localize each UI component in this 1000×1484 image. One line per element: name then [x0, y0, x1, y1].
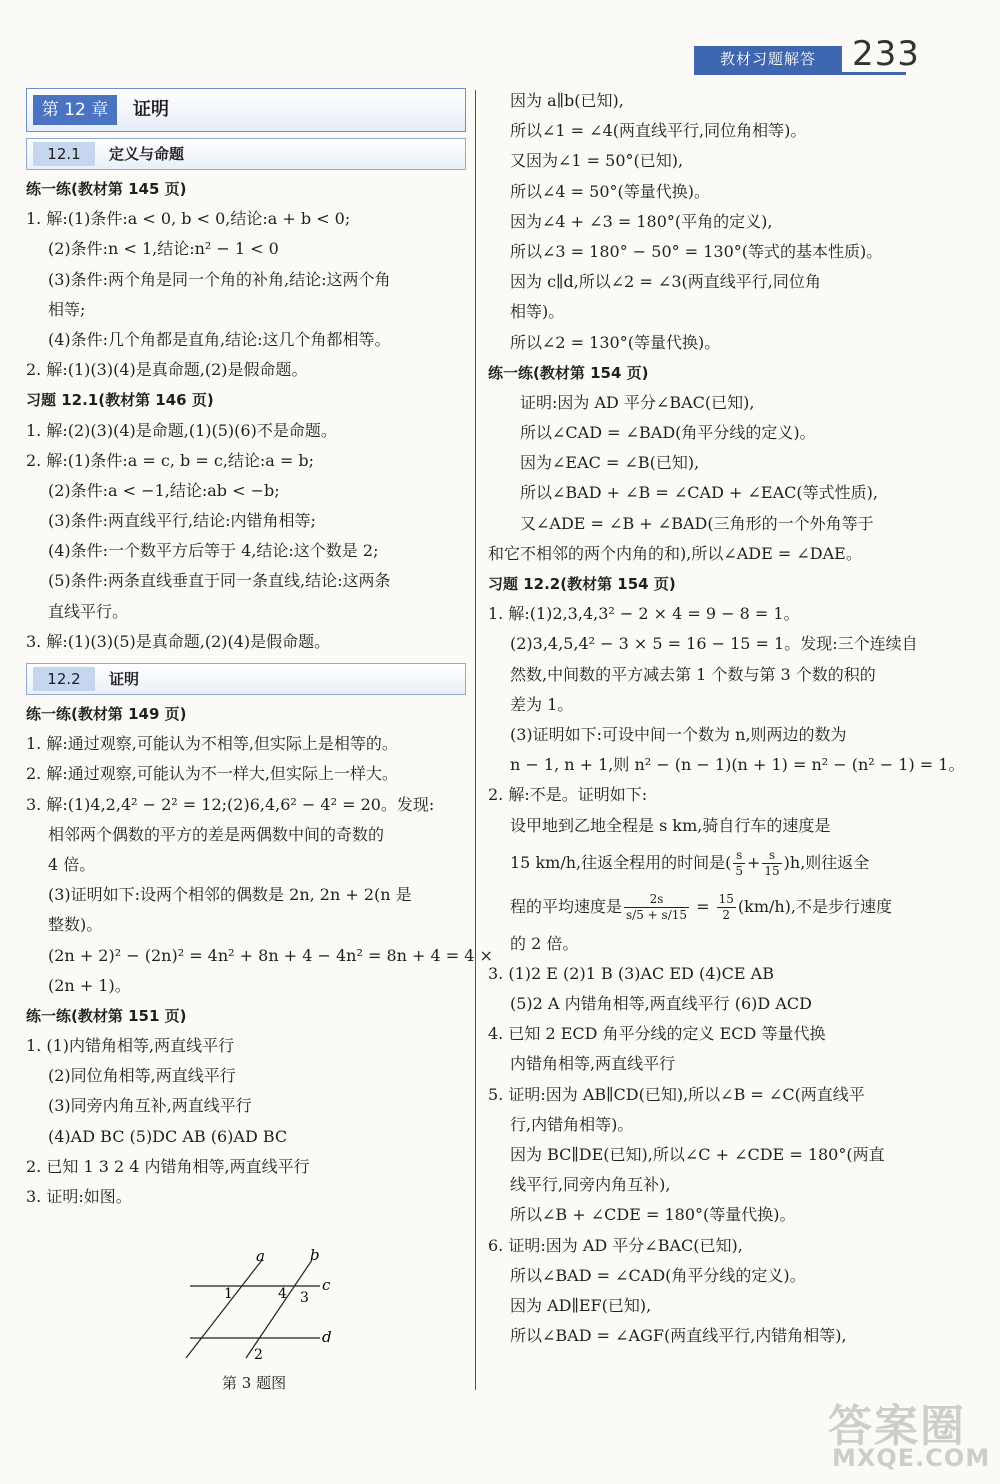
exercise-heading: 练一练(教材第 145 页): [26, 180, 187, 198]
answer-line: (4)条件:一个数平方后等于 4,结论:这个数是 2;: [48, 541, 379, 561]
section-title: 证明: [109, 670, 140, 688]
answer-line: (3)证明如下:可设中间一个数为 n,则两边的数为: [510, 724, 847, 744]
answer-line: 3. 解:(1)(3)(5)是真命题,(2)(4)是假命题。: [26, 631, 331, 651]
frac-den: s/5 + s/15: [626, 907, 688, 922]
answer-line: 证明:因为 AD 平分∠BAC(已知),: [520, 392, 755, 412]
answer-line: 相等;: [48, 299, 86, 319]
answer-line: 内错角相等,两直线平行: [510, 1054, 676, 1074]
right-column: [488, 86, 965, 1351]
answer-line: (2)条件:a < −1,结论:ab < −b;: [48, 480, 280, 500]
answer-line: 所以∠3 = 180° − 50° = 130°(等式的基本性质)。: [510, 241, 883, 261]
answer-line: 1. (1)内错角相等,两直线平行: [26, 1036, 235, 1056]
answer-line: 因为∠4 + ∠3 = 180°(平角的定义),: [510, 211, 773, 231]
answer-line: 所以∠BAD = ∠AGF(两直线平行,内错角相等),: [510, 1326, 847, 1346]
answer-line: 因为 BC∥DE(已知),所以∠C + ∠CDE = 180°(两直: [510, 1145, 885, 1164]
line-a: [186, 1260, 262, 1358]
answer-line: 2. 解:不是。证明如下:: [488, 785, 648, 805]
answer-line: 又∠ADE = ∠B + ∠BAD(三角形的一个外角等于: [520, 513, 874, 533]
label-2: 2: [254, 1347, 263, 1363]
header-tag: 教材习题解答: [694, 46, 842, 72]
fraction-s-5: [733, 848, 745, 879]
answer-line: (4)条件:几个角都是直角,结论:这几个角都相等。: [48, 329, 391, 349]
answer-line: 5. 证明:因为 AB∥CD(已知),所以∠B = ∠C(两直线平: [488, 1084, 865, 1104]
chapter-banner: [26, 88, 466, 132]
chapter-label: 第 12 章: [33, 95, 117, 125]
label-a: a: [256, 1247, 265, 1265]
answer-line: 3. (1)2 E (2)1 B (3)AC ED (4)CE AB: [488, 963, 774, 983]
answer-line: 2. 已知 1 3 2 4 内错角相等,两直线平行: [26, 1156, 310, 1176]
fraction-s-15: [762, 848, 781, 879]
answer-line: 2. 解:(1)条件:a = c, b = c,结论:a = b;: [26, 450, 315, 470]
answer-line: (4)AD BC (5)DC AB (6)AD BC: [48, 1126, 288, 1146]
answer-line: 线平行,同旁内角互补),: [510, 1175, 671, 1195]
average-speed-line: [488, 885, 918, 929]
watermark-logo: [812, 1390, 992, 1480]
answer-line: 差为 1。: [510, 694, 574, 714]
frac-num: 2s: [624, 892, 689, 908]
column-divider: [475, 90, 476, 1390]
answer-line: 4 倍。: [48, 854, 96, 874]
answer-line: 3. 证明:如图。: [26, 1187, 132, 1206]
answer-line: 然数,中间数的平方减去第 1 个数与第 3 个数的积的: [510, 664, 876, 684]
answer-line: 相等)。: [510, 302, 565, 322]
speed-line: [488, 841, 918, 885]
section-number: 12.2: [33, 667, 95, 691]
exercise-heading: 练一练(教材第 151 页): [26, 1006, 187, 1025]
answer-line: (2)同位角相等,两直线平行: [48, 1066, 236, 1086]
exercise-heading: 习题 12.2(教材第 154 页): [488, 575, 676, 593]
section-number: 12.1: [33, 142, 95, 166]
answer-line: 相邻两个偶数的平方的差是两偶数中间的奇数的: [48, 824, 385, 844]
left-content: [26, 138, 493, 1212]
answer-line: 设甲地到乙地全程是 s km,骑自行车的速度是: [510, 815, 831, 835]
answer-line: (5)条件:两条直线垂直于同一条直线,结论:这两条: [48, 571, 391, 591]
label-1: 1: [224, 1286, 233, 1302]
answer-line: (3)证明如下:设两个相邻的偶数是 2n, 2n + 2(n 是: [48, 885, 412, 905]
frac-num: s: [762, 848, 781, 864]
answer-line: 4. 已知 2 ECD 角平分线的定义 ECD 等量代换: [488, 1024, 826, 1044]
exercise-heading: 习题 12.1(教材第 146 页): [26, 391, 214, 410]
plus-sign: +: [746, 852, 761, 872]
answer-line: 2. 解:(1)(3)(4)是真命题,(2)是假命题。: [26, 360, 308, 380]
frac-den: 2: [722, 907, 731, 922]
answer-line: (2n + 2)² − (2n)² = 4n² + 8n + 4 − 4n² = 8n + 4 = 4 ×: [48, 945, 493, 965]
section-banner: [26, 138, 466, 170]
section-title: 定义与命题: [109, 145, 185, 163]
answer-line: 1. 解:(2)(3)(4)是命题,(1)(5)(6)不是命题。: [26, 420, 337, 440]
answer-line: 因为 c∥d,所以∠2 = ∠3(两直线平行,同位角: [510, 272, 821, 292]
avg-pre: 程的平均速度是: [510, 896, 623, 916]
left-column: [26, 86, 493, 1212]
label-b: b: [310, 1246, 320, 1264]
answer-line: (2)条件:n < 1,结论:n² − 1 < 0: [48, 239, 279, 259]
frac-den: 5: [735, 863, 743, 878]
answer-line: (3)条件:两个角是同一个角的补角,结论:这两个角: [48, 269, 391, 289]
answer-line: 所以∠4 = 50°(等量代换)。: [510, 181, 711, 201]
chapter-title: 证明: [133, 99, 169, 120]
answer-line: 整数)。: [48, 915, 103, 935]
fraction-result: [717, 892, 736, 923]
page-number: 233: [852, 34, 920, 74]
answer-line: 所以∠CAD = ∠BAD(角平分线的定义)。: [520, 423, 816, 443]
answer-line: 所以∠1 = ∠4(两直线平行,同位角相等)。: [510, 121, 807, 141]
answer-line: 1. 解:(1)条件:a < 0, b < 0,结论:a + b < 0;: [26, 209, 351, 229]
label-4: 4: [278, 1286, 287, 1302]
answer-line: 2. 解:通过观察,可能认为不一样大,但实际上一样大。: [26, 764, 398, 784]
answer-line: 又因为∠1 = 50°(已知),: [510, 151, 684, 171]
speed-post: )h,则往返全: [783, 852, 870, 872]
answer-line: 因为∠EAC = ∠B(已知),: [520, 453, 700, 473]
frac-num: 15: [718, 891, 734, 906]
answer-line: (2)3,4,5,4² − 3 × 5 = 16 − 15 = 1。发现:三个连续自: [510, 634, 918, 654]
speed-pre: 15 km/h,往返全程用的时间是(: [510, 852, 732, 872]
exercise-heading: 练一练(教材第 149 页): [26, 705, 187, 723]
figure-caption: 第 3 题图: [222, 1374, 287, 1392]
frac-num: s: [733, 848, 745, 864]
answer-line: (2n + 1)。: [48, 975, 131, 995]
answer-line: 所以∠BAD + ∠B = ∠CAD + ∠EAC(等式性质),: [520, 483, 878, 503]
answer-line: (5)2 A 内错角相等,两直线平行 (6)D ACD: [510, 994, 812, 1014]
answer-line: (3)同旁内角互补,两直线平行: [48, 1096, 252, 1116]
label-3: 3: [300, 1290, 309, 1306]
answer-line: 因为 a∥b(已知),: [510, 91, 624, 110]
answer-line: 所以∠B + ∠CDE = 180°(等量代换)。: [510, 1205, 796, 1225]
watermark-url: MXQE.COM: [832, 1444, 991, 1472]
answer-line: 行,内错角相等)。: [510, 1114, 634, 1134]
avg-post: (km/h),不是步行速度: [737, 896, 893, 916]
frac-den: 15: [764, 863, 780, 878]
answer-line: 的 2 倍。: [510, 933, 579, 953]
answer-line: n − 1, n + 1,则 n² − (n − 1)(n + 1) = n² − (n² − 1) = 1。: [510, 755, 965, 775]
exercise-heading: 练一练(教材第 154 页): [488, 363, 649, 382]
answer-line: 3. 解:(1)4,2,4² − 2² = 12;(2)6,4,6² − 4² = 20。发现:: [26, 794, 435, 814]
answer-line: 所以∠BAD = ∠CAD(角平分线的定义)。: [510, 1265, 806, 1285]
answer-line: (3)条件:两直线平行,结论:内错角相等;: [48, 511, 316, 531]
equals-sign: =: [691, 896, 715, 916]
right-content-top: [488, 86, 965, 841]
right-content-bottom: [488, 929, 918, 1352]
label-d: d: [322, 1328, 332, 1346]
section-banner: [26, 663, 466, 695]
answer-line: 因为 AD∥EF(已知),: [510, 1295, 652, 1315]
answer-line: 所以∠2 = 130°(等量代换)。: [510, 332, 721, 352]
line-b: [246, 1260, 312, 1358]
watermark-text: 答案圈: [828, 1401, 966, 1452]
answer-line: 1. 解:(1)2,3,4,3² − 2 × 4 = 9 − 8 = 1。: [488, 604, 800, 624]
fraction-average: [624, 892, 689, 923]
answer-line: 和它不相邻的两个内角的和),所以∠ADE = ∠DAE。: [488, 543, 862, 563]
label-c: c: [322, 1276, 331, 1294]
answer-line: 直线平行。: [48, 601, 129, 621]
answer-line: 1. 解:通过观察,可能认为不相等,但实际上是相等的。: [26, 734, 398, 754]
answer-line: 6. 证明:因为 AD 平分∠BAC(已知),: [488, 1235, 743, 1255]
